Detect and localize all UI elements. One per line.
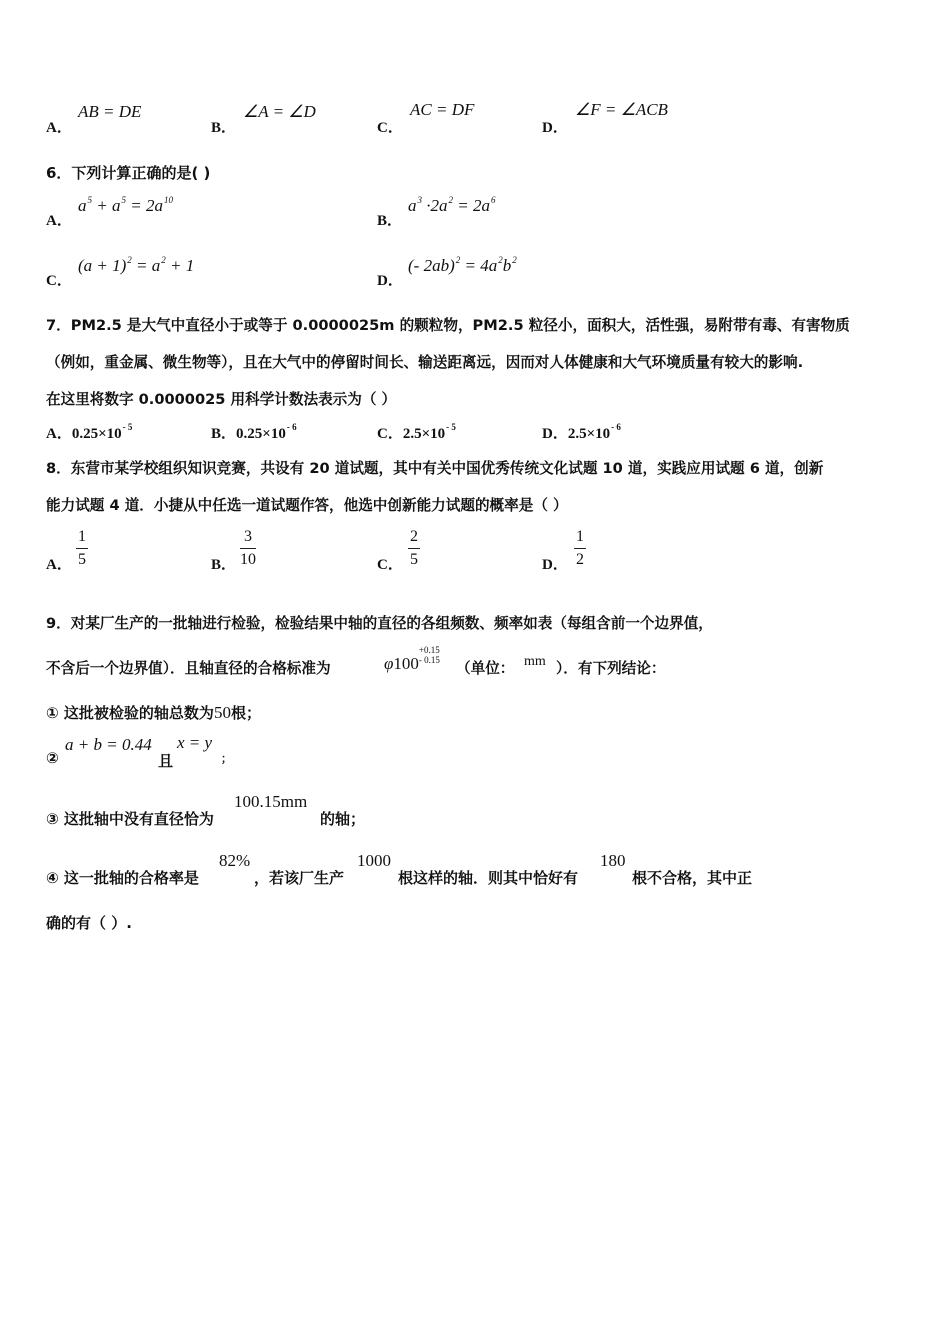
q9-standard: φ100 +0.15 - 0.15 xyxy=(384,645,440,673)
q9-conclusion-3: ③ 这批轴中没有直径恰为 100.15mm 的轴； xyxy=(46,792,366,828)
q8-option-a-fraction: $\frac{1}{5}$ xyxy=(78,528,86,568)
q9-conclusion-4: ④ 这一批轴的合格率是 82% ，若该厂生产 1000 根这样的轴．则其中恰好有 180 根不合格，其中正 xyxy=(46,851,753,887)
q9-unit-pre: （单位： xyxy=(456,660,515,677)
q8-option-b-label: B． xyxy=(211,557,237,573)
q9-c4-n: 1000 xyxy=(357,851,391,870)
q9-c2-expr1: a + b = 0.44 xyxy=(65,735,152,754)
q6-option-c-expr: $(a + 1)^2 = a^2 + 1$ xyxy=(78,255,195,275)
q8-option-d-label: D． xyxy=(542,557,568,573)
q7-option-d: D．$2.5\times 10^{- 6}$ xyxy=(542,422,621,442)
q9-unit: mm xyxy=(524,654,546,669)
q9-line2-post: ）．有下列结论： xyxy=(556,660,666,677)
q6-stem: 6．下列计算正确的是( ) xyxy=(46,164,211,182)
q8-line1: 8．东营市某学校组织知识竞赛，共设有 20 道试题，其中有关中国优秀传统文化试题 10 道，实践应用试题 6 道，创新 xyxy=(46,460,824,477)
q9-last-line: 确的有（ ）. xyxy=(46,914,132,932)
q9-line2 xyxy=(46,645,906,679)
q7-option-b: B．$0.25\times 10^{- 6}$ xyxy=(211,422,297,442)
q7-option-a: A．$0.25\times 10^{- 5}$ xyxy=(46,422,133,442)
q6-option-a-label: A． xyxy=(46,213,72,229)
q5-option-a-expr: AB = DE xyxy=(78,102,142,121)
q9-line2-pre: 不含后一个边界值）．且轴直径的合格标准为 xyxy=(46,660,331,677)
q8-option-d-fraction: $\frac{1}{2}$ xyxy=(576,528,584,568)
q5-option-d-expr: ∠F = ∠ACB xyxy=(575,100,668,119)
q5-option-c-label: C． xyxy=(377,120,403,136)
q9-line1: 9．对某厂生产的一批轴进行检验，检验结果中轴的直径的各组频数、频率如表（每组含前一个边界值， xyxy=(46,615,713,632)
q9-conclusion-1: ① 这批被检验的轴总数为50根； xyxy=(46,703,261,722)
q6-option-c-label: C． xyxy=(46,273,72,289)
q6-option-d-label: D． xyxy=(377,273,403,289)
q6-option-b-label: B． xyxy=(377,213,403,229)
q5-option-b-label: B． xyxy=(211,120,237,136)
q6-option-d-expr: (- $2ab)^2 = 4a^2b^2$ xyxy=(408,255,517,275)
q9-c4-k: 180 xyxy=(600,851,626,870)
q9-c2-expr2: x = y xyxy=(177,733,213,752)
q5-option-d-label: D． xyxy=(542,120,568,136)
q7-line2: （例如，重金属、微生物等），且在大气中的停留时间长、输送距离远，因而对人体健康和大气环境质量有较大的影响. xyxy=(46,354,804,371)
q8-option-b-fraction: $\frac{3}{10}$ xyxy=(240,528,256,568)
q5-option-a-label: A． xyxy=(46,120,72,136)
q5-options xyxy=(46,100,906,140)
q7-option-c: C．$2.5\times 10^{- 5}$ xyxy=(377,422,456,442)
q7-options xyxy=(46,422,906,444)
q6-option-b-expr: $a^3 \cdot 2a^2 = 2a^6$ xyxy=(408,195,496,215)
q9-c3-value: 100.15mm xyxy=(234,792,308,811)
q8-option-a-label: A． xyxy=(46,557,72,573)
q5-option-b-expr: ∠A = ∠D xyxy=(243,102,316,121)
q6-option-a-expr: $a^5 + a^5 = 2a^{10}$ xyxy=(78,195,173,215)
q8-option-c-fraction: $\frac{2}{5}$ xyxy=(410,528,418,568)
q8-line2: 能力试题 4 道．小捷从中任选一道试题作答，他选中创新能力试题的概率是（ ） xyxy=(46,497,568,514)
q8-option-c-label: C． xyxy=(377,557,403,573)
q8-options xyxy=(46,528,906,576)
q7-line1: 7．PM2.5 是大气中直径小于或等于 0.0000025m 的颗粒物，PM2.5 粒径小，面积大，活性强，易附带有毒、有害物质 xyxy=(46,317,850,334)
q9-conclusion-2: ② a + b = 0.44 且 x = y ； xyxy=(46,733,232,770)
q5-option-c-expr: AC = DF xyxy=(410,100,475,119)
q7-line3: 在这里将数字 0.0000025 用科学计数法表示为（ ） xyxy=(46,391,397,408)
q9-c4-rate: 82% xyxy=(219,851,251,870)
